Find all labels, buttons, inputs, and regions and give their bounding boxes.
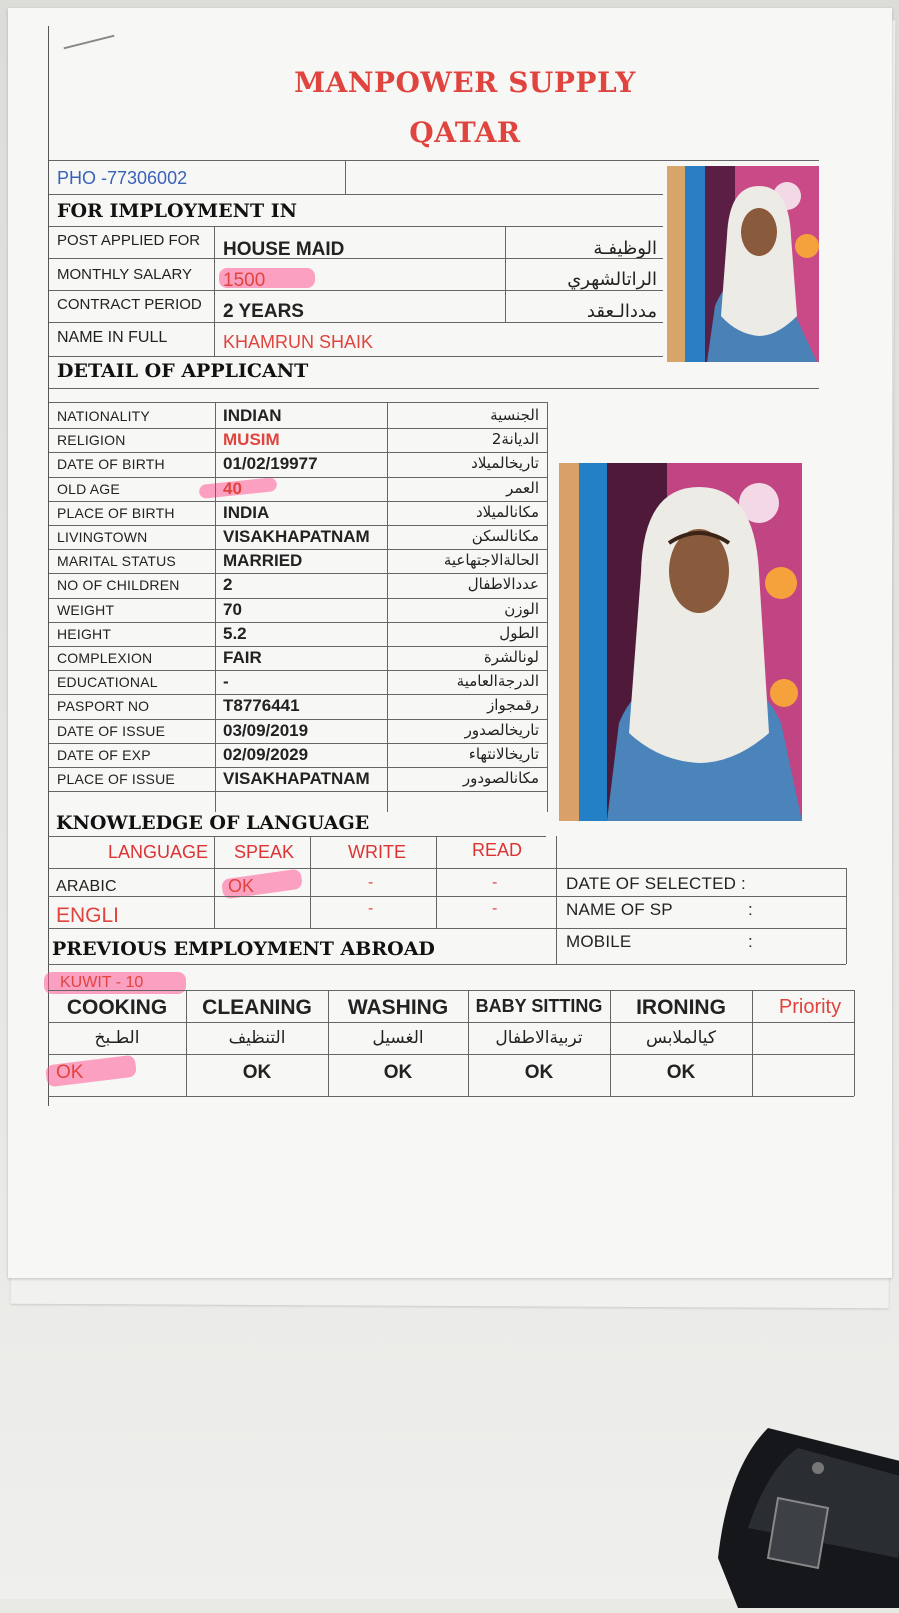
skill-value: OK [56, 1062, 84, 1083]
col-write: WRITE [348, 842, 406, 862]
rule [49, 598, 547, 599]
fullname-value: KHAMRUN SHAIK [223, 332, 374, 352]
rule [49, 549, 547, 550]
rule [345, 160, 346, 194]
applicant-field-arabic: الجنسية [490, 406, 539, 424]
stapler-object [708, 1408, 899, 1608]
rule [49, 388, 819, 389]
applicant-field-value: T8776441 [223, 696, 300, 716]
post-arabic: الوظيفـة [593, 238, 657, 259]
skill-arabic: تربيةالاطفال [495, 1028, 583, 1048]
salary-value: 1500 [223, 270, 266, 291]
salary-label: MONTHLY SALARY [57, 266, 193, 283]
rule [48, 1096, 854, 1097]
rule [48, 1022, 854, 1023]
applicant-field-value: MUSIM [223, 430, 280, 450]
mobile-colon: : [748, 932, 753, 951]
applicant-field-label: WEIGHT [57, 601, 115, 618]
applicant-field-value: 03/09/2019 [223, 720, 309, 740]
applicant-field-value: - [223, 672, 229, 692]
skill-arabic: كيالملابس [646, 1028, 716, 1048]
fullname-label: NAME IN FULL [57, 329, 168, 346]
priority-label: Priority [778, 996, 842, 1018]
applicant-field-label: HEIGHT [57, 625, 112, 642]
date-selected-label: DATE OF SELECTED : [566, 874, 746, 893]
rule [49, 622, 547, 623]
rule [48, 928, 556, 929]
rule [49, 477, 547, 478]
applicant-field-value: 40 [223, 478, 242, 498]
applicant-field-label: MARITAL STATUS [57, 553, 176, 570]
mobile-label: MOBILE [566, 932, 632, 951]
col-read: READ [472, 840, 523, 860]
skill-value: OK [524, 1062, 554, 1083]
skill-arabic: الطـبخ [94, 1028, 140, 1048]
rule [468, 990, 469, 1096]
rule [49, 428, 547, 429]
applicant-field-arabic: رقمجواز [487, 696, 539, 715]
rule [48, 964, 846, 965]
rule [49, 501, 547, 502]
col-language: LANGUAGE [108, 842, 209, 862]
applicant-field-arabic: مكانالسكن [471, 527, 539, 545]
sponsor-colon: : [748, 900, 753, 919]
rule [387, 402, 388, 812]
rule [49, 258, 663, 259]
applicant-field-label: NO OF CHILDREN [57, 577, 180, 594]
skill-value: OK [383, 1062, 413, 1083]
rule [186, 990, 187, 1096]
applicant-field-arabic: تاريخالانتهاء [468, 744, 539, 763]
english-read: - [492, 900, 498, 917]
rule [48, 836, 546, 837]
applicant-field-arabic: تاريخالميلاد [471, 454, 539, 473]
employment-heading: FOR IMPLOYMENT IN [57, 200, 298, 222]
rule [310, 836, 311, 928]
rule [49, 694, 547, 695]
lang-english: ENGLI [56, 904, 120, 927]
rule [49, 226, 663, 227]
rule [49, 525, 547, 526]
applicant-field-value: INDIA [223, 502, 270, 522]
col-speak: SPEAK [234, 842, 295, 862]
previous-employment-value: KUWIT - 10 [60, 974, 144, 991]
applicant-field-label: PASPORT NO [57, 698, 150, 715]
contract-arabic: مددالـعقد [586, 301, 657, 322]
rule [49, 452, 547, 453]
rule [49, 719, 547, 720]
rule [49, 290, 663, 291]
rule [48, 868, 846, 869]
skill-value: OK [666, 1062, 696, 1083]
contract-value: 2 YEARS [223, 301, 304, 322]
skill-arabic: التنظيف [228, 1028, 286, 1048]
skill-label: BABY SITTING [475, 996, 603, 1016]
applicant-field-label: DATE OF BIRTH [57, 456, 165, 473]
english-write: - [368, 900, 374, 917]
post-value: HOUSE MAID [223, 239, 345, 260]
skill-label: IRONING [636, 996, 726, 1019]
rule [48, 896, 556, 897]
applicant-field-arabic: الحالةالاجتهاعية [443, 551, 539, 570]
applicant-field-value: FAIR [223, 648, 262, 667]
rule [547, 402, 548, 812]
company-country: QATAR [409, 116, 521, 149]
rule [49, 160, 819, 161]
applicant-heading: DETAIL OF APPLICANT [57, 360, 309, 382]
rule [49, 743, 547, 744]
applicant-field-arabic: تاريخالصدور [464, 720, 539, 739]
applicant-field-value: VISAKHAPATNAM [223, 527, 370, 546]
rule [49, 194, 663, 195]
applicant-field-value: 5.2 [223, 623, 247, 643]
applicant-field-label: DATE OF ISSUE [57, 722, 166, 739]
applicant-photo-large [559, 463, 802, 821]
rule [556, 896, 846, 897]
applicant-field-value: 01/02/19977 [223, 454, 318, 474]
applicant-field-value: 02/09/2029 [223, 744, 309, 764]
applicant-field-label: OLD AGE [57, 480, 120, 497]
applicant-field-arabic: مكانالميلاد [475, 502, 539, 521]
skill-label: CLEANING [202, 996, 312, 1019]
previous-employment-heading: PREVIOUS EMPLOYMENT ABROAD [52, 938, 435, 960]
rule [49, 670, 547, 671]
arabic-speak: OK [228, 876, 255, 896]
rule [215, 402, 216, 812]
rule [48, 990, 854, 991]
applicant-field-value: VISAKHAPATNAM [223, 769, 370, 788]
rule [752, 990, 753, 1096]
rule [49, 356, 663, 357]
rule [49, 573, 547, 574]
company-title: MANPOWER SUPPLY [294, 66, 636, 99]
rule [49, 322, 663, 323]
rule [436, 836, 437, 928]
contract-label: CONTRACT PERIOD [57, 296, 202, 313]
skill-label: COOKING [66, 996, 168, 1019]
rule [846, 868, 847, 964]
rule [49, 791, 547, 792]
rule [214, 226, 215, 356]
applicant-field-arabic: عددالاطفال [467, 575, 539, 594]
applicant-field-arabic: الوزن [504, 599, 539, 618]
applicant-field-label: PLACE OF BIRTH [57, 504, 175, 521]
skill-label: WASHING [347, 996, 449, 1019]
rule [49, 646, 547, 647]
applicant-photo-small [667, 166, 819, 362]
applicant-field-label: DATE OF EXP [57, 746, 151, 763]
rule [556, 836, 557, 964]
rule [49, 402, 547, 403]
applicant-field-arabic: العمر [506, 478, 539, 497]
application-form-sheet [8, 8, 892, 1278]
applicant-field-label: EDUCATIONAL [57, 674, 158, 691]
rule [854, 990, 855, 1096]
post-label: POST APPLIED FOR [57, 232, 201, 249]
arabic-write: - [368, 874, 374, 891]
applicant-field-arabic: لونالشرة [483, 648, 539, 666]
rule [328, 990, 329, 1096]
applicant-field-arabic: مكانالصودور [462, 769, 539, 787]
rule [556, 928, 846, 929]
rule [214, 836, 215, 928]
applicant-field-arabic: الديانة2 [491, 430, 539, 449]
sponsor-name-label: NAME OF SP [566, 900, 673, 919]
lang-arabic: ARABIC [56, 878, 117, 895]
arabic-read: - [492, 874, 498, 891]
language-heading: KNOWLEDGE OF LANGUAGE [56, 812, 370, 834]
applicant-field-label: RELIGION [57, 432, 126, 449]
applicant-field-value: 70 [223, 599, 242, 619]
applicant-field-arabic: الدرجةالعامية [456, 672, 539, 691]
skill-arabic: الغسيل [372, 1028, 424, 1048]
applicant-field-label: LIVINGTOWN [57, 529, 148, 545]
rule [505, 226, 506, 322]
applicant-field-arabic: الطول [499, 623, 539, 642]
rule [49, 767, 547, 768]
applicant-field-label: PLACE OF ISSUE [57, 771, 175, 787]
rule [610, 990, 611, 1096]
skill-value: OK [242, 1062, 272, 1083]
phone-number: PHO -77306002 [57, 168, 188, 188]
applicant-field-value: MARRIED [223, 551, 303, 571]
rule [48, 1054, 854, 1055]
applicant-field-label: COMPLEXION [57, 650, 153, 666]
applicant-field-value: 2 [223, 575, 233, 595]
applicant-field-value: INDIAN [223, 406, 282, 425]
applicant-field-label: NATIONALITY [57, 408, 150, 424]
salary-arabic: الراتالشهري [567, 269, 657, 290]
